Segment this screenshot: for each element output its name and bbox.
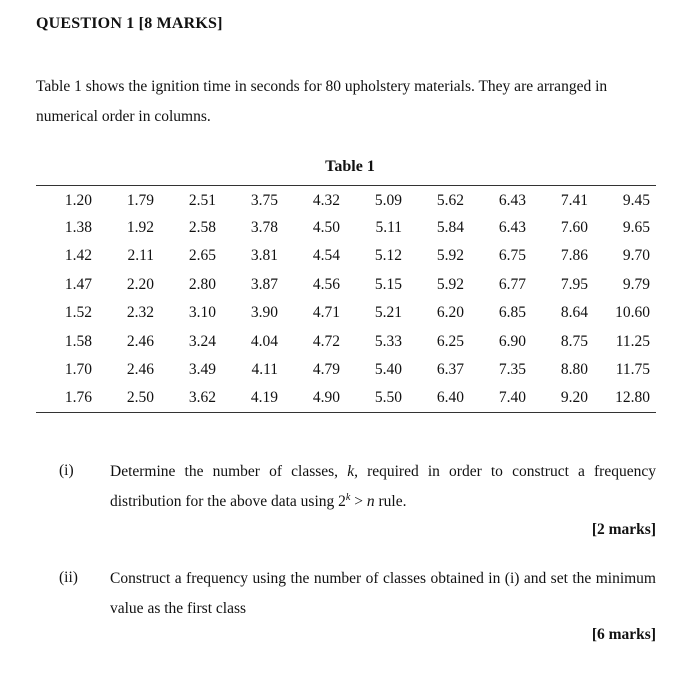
table-row xyxy=(36,242,656,270)
table-cell: 8.80 xyxy=(560,361,588,379)
table-cell: 9.79 xyxy=(622,275,650,293)
table-cell: 1.70 xyxy=(64,361,92,379)
table-cell: 11.75 xyxy=(615,361,650,379)
table-cell: 11.25 xyxy=(615,332,650,350)
table-cell: 8.75 xyxy=(560,332,588,350)
table-cell: 4.19 xyxy=(250,389,278,407)
table-cell: 1.92 xyxy=(126,219,154,237)
table-cell: 3.78 xyxy=(250,219,278,237)
table-cell: 3.49 xyxy=(188,361,216,379)
table-cell: 2.46 xyxy=(126,332,154,350)
table-cell: 5.09 xyxy=(374,191,402,209)
marks-label: [2 marks] xyxy=(591,521,656,538)
table-row xyxy=(36,186,656,214)
table-cell: 1.20 xyxy=(64,191,92,209)
question-number: (i) xyxy=(59,462,74,479)
table-cell: 8.64 xyxy=(560,304,588,322)
table-cell: 5.92 xyxy=(436,247,464,265)
table-row xyxy=(36,214,656,242)
table-cell: 1.52 xyxy=(64,304,92,322)
table-cell: 1.58 xyxy=(64,332,92,350)
table-cell: 9.20 xyxy=(560,389,588,407)
table-cell: 6.43 xyxy=(498,191,526,209)
table-cell: 5.15 xyxy=(374,275,402,293)
table-cell: 2.11 xyxy=(127,247,154,265)
table-cell: 4.50 xyxy=(312,219,340,237)
table-cell: 3.87 xyxy=(250,275,278,293)
question-heading: QUESTION 1 [8 MARKS] xyxy=(36,15,223,32)
table-cell: 4.04 xyxy=(250,332,278,350)
table-cell: 3.75 xyxy=(250,191,278,209)
table-cell: 9.70 xyxy=(622,247,650,265)
table-cell: 6.75 xyxy=(498,247,526,265)
table-cell: 5.50 xyxy=(374,389,402,407)
table-row xyxy=(36,384,656,412)
table-cell: 7.41 xyxy=(560,191,588,209)
table-cell: 7.95 xyxy=(560,275,588,293)
table-cell: 2.46 xyxy=(126,361,154,379)
table-cell: 7.35 xyxy=(498,361,526,379)
table-cell: 3.90 xyxy=(250,304,278,322)
question-number: (ii) xyxy=(59,569,78,586)
table-cell: 3.81 xyxy=(250,247,278,265)
table-cell: 4.32 xyxy=(312,191,340,209)
table-cell: 7.86 xyxy=(560,247,588,265)
table-cell: 1.38 xyxy=(64,219,92,237)
table-cell: 5.62 xyxy=(436,191,464,209)
table-cell: 2.20 xyxy=(126,275,154,293)
table-cell: 6.85 xyxy=(498,304,526,322)
table-cell: 5.12 xyxy=(374,247,402,265)
table-caption: Table 1 xyxy=(325,158,375,175)
table-cell: 4.90 xyxy=(312,389,340,407)
table-cell: 6.77 xyxy=(498,275,526,293)
ignition-time-table xyxy=(36,185,656,413)
table-cell: 3.24 xyxy=(188,332,216,350)
table-cell: 4.72 xyxy=(312,332,340,350)
table-row xyxy=(36,271,656,299)
table-cell: 7.60 xyxy=(560,219,588,237)
marks-label: [6 marks] xyxy=(591,626,656,643)
table-cell: 1.47 xyxy=(64,275,92,293)
table-cell: 2.80 xyxy=(188,275,216,293)
table-cell: 5.92 xyxy=(436,275,464,293)
table-row xyxy=(36,327,656,355)
table-cell: 12.80 xyxy=(615,389,650,407)
table-cell: 1.42 xyxy=(64,247,92,265)
question-text: Determine the number of classes, k, required in order to construct a frequency distribution for the above data using $2^k > n$ rule. xyxy=(110,463,656,510)
table-cell: 2.65 xyxy=(188,247,216,265)
table-cell: 6.25 xyxy=(436,332,464,350)
table-cell: 6.90 xyxy=(498,332,526,350)
table-cell: 4.11 xyxy=(251,361,278,379)
table-cell: 9.65 xyxy=(622,219,650,237)
table-cell: 3.10 xyxy=(188,304,216,322)
table-cell: 5.11 xyxy=(375,219,402,237)
table-cell: 2.51 xyxy=(188,191,216,209)
table-cell: 6.37 xyxy=(436,361,464,379)
intro-paragraph: Table 1 shows the ignition time in seconds for 80 upholstery materials. They are arranged in numerical order in columns. xyxy=(36,78,608,125)
table-cell: 6.43 xyxy=(498,219,526,237)
table-cell: 4.56 xyxy=(312,275,340,293)
table-cell: 1.76 xyxy=(64,389,92,407)
table-cell: 5.33 xyxy=(374,332,402,350)
table-cell: 5.21 xyxy=(374,304,402,322)
table-cell: 2.50 xyxy=(126,389,154,407)
table-cell: 6.40 xyxy=(436,389,464,407)
table-cell: 9.45 xyxy=(622,191,650,209)
table-row xyxy=(36,356,656,384)
question-text: Construct a frequency using the number of classes obtained in (i) and set the minimum value as the first class xyxy=(110,570,656,617)
table-cell: 4.71 xyxy=(312,304,340,322)
table-cell: 4.79 xyxy=(312,361,340,379)
table-cell: 3.62 xyxy=(188,389,216,407)
table-cell: 4.54 xyxy=(312,247,340,265)
table-cell: 10.60 xyxy=(615,304,650,322)
table-cell: 2.32 xyxy=(126,304,154,322)
table-cell: 1.79 xyxy=(126,191,154,209)
table-cell: 2.58 xyxy=(188,219,216,237)
table-cell: 5.84 xyxy=(436,219,464,237)
table-cell: 7.40 xyxy=(498,389,526,407)
table-cell: 5.40 xyxy=(374,361,402,379)
table-row xyxy=(36,299,656,327)
table-cell: 6.20 xyxy=(436,304,464,322)
